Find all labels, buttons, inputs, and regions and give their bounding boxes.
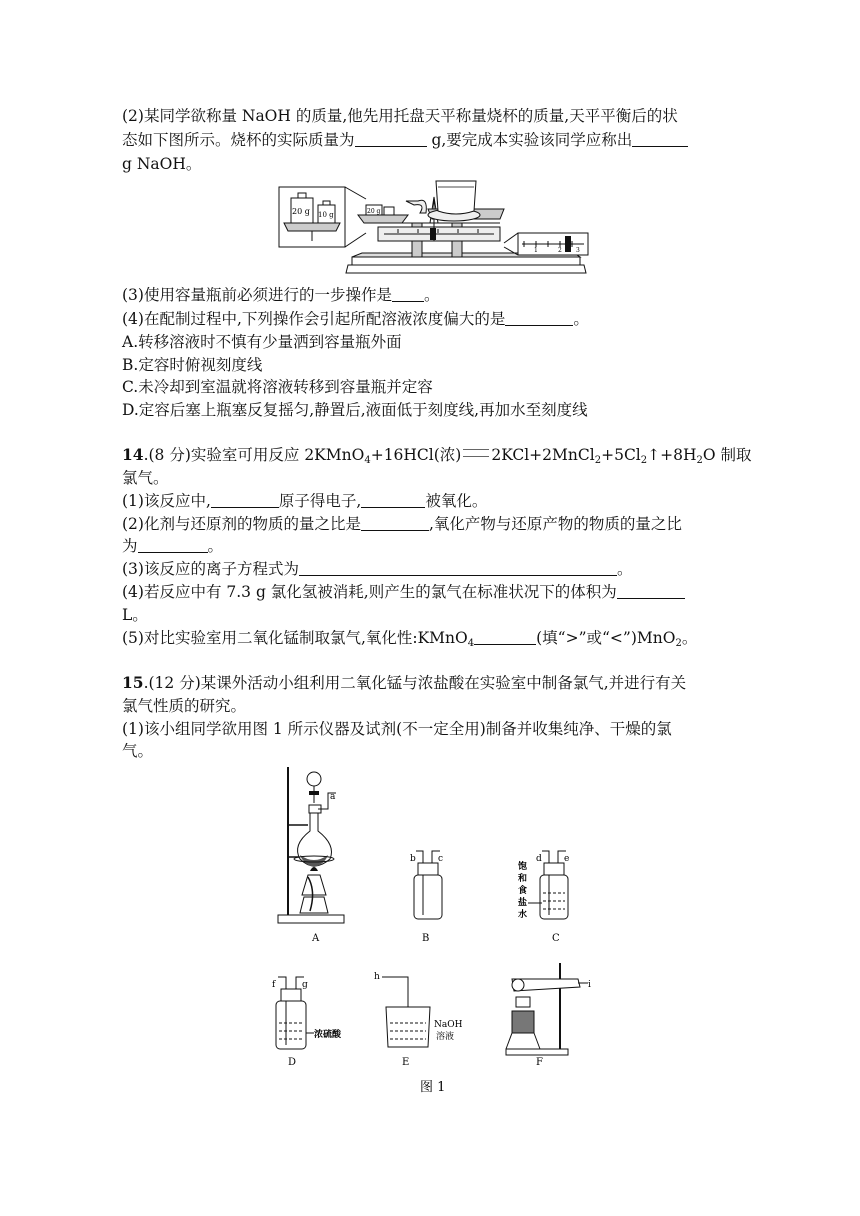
q14-part1-blank1[interactable] — [211, 492, 279, 508]
svg-text:20 g: 20 g — [367, 208, 381, 215]
q13-part2-line3: g NaOH。 — [122, 155, 202, 173]
svg-text:和: 和 — [518, 874, 528, 884]
svg-text:b: b — [410, 854, 416, 864]
svg-text:c: c — [438, 854, 444, 864]
svg-text:E: E — [402, 1057, 410, 1068]
svg-text:NaOH: NaOH — [434, 1020, 463, 1030]
svg-text:1: 1 — [534, 247, 538, 254]
apparatus-e — [374, 972, 463, 1068]
svg-text:C: C — [552, 933, 560, 944]
q14-heading-line2: 氯气。 — [122, 469, 169, 487]
balance-figure — [278, 175, 590, 281]
svg-text:饱: 饱 — [518, 862, 528, 872]
svg-text:盐: 盐 — [518, 898, 528, 908]
q14-part3: (3)该反应的离子方程式为 。 — [122, 560, 633, 578]
apparatus-d — [272, 977, 342, 1068]
q14-part1-blank2[interactable] — [361, 492, 425, 508]
svg-text:d: d — [536, 854, 542, 864]
svg-text:a: a — [330, 792, 336, 802]
q14-heading: 14.(8 分)实验室可用反应 2KMnO$_4$+16HCl(浓) $2KCl+2MnCl_2+5Cl_2↑+8H_2O$ 制取 — [122, 445, 752, 466]
rider — [430, 228, 436, 240]
q13-part3: (3)使用容量瓶前必须进行的一步操作是 。 — [122, 286, 440, 304]
q13-option-b: B.定容时俯视刻度线 — [122, 356, 263, 374]
q14-part4: (4)若反应中有 7.3 g 氯化氢被消耗,则产生的氯气在标准状况下的体积为 — [122, 582, 685, 602]
q15-heading: 15.(12 分)某课外活动小组利用二氧化锰与浓盐酸在实验室中制备氯气,并进行有关 — [122, 673, 687, 692]
q15-part1: (1)该小组同学欲用图 1 所示仪器及试剂(不一定全用)制备并收集纯净、干燥的氯 — [122, 720, 672, 738]
apparatus-b — [410, 851, 443, 944]
weight-10g-label: 10 g — [318, 211, 334, 219]
q14-part4-line2: L。 — [122, 606, 148, 624]
q13-option-c: C.未冷却到室温就将溶液转移到容量瓶并定容 — [122, 378, 433, 396]
q13-option-d: D.定容后塞上瓶塞反复摇匀,静置后,液面低于刻度线,再加水至刻度线 — [122, 401, 588, 419]
q13-part4-blank[interactable] — [505, 310, 573, 326]
svg-text:溶液: 溶液 — [436, 1032, 455, 1042]
beaker — [436, 181, 476, 214]
svg-text:h: h — [374, 972, 380, 982]
q14-part2: (2)化剂与还原剂的物质的量之比是 ,氧化产物与还原产物的物质的量之比 — [122, 515, 682, 533]
svg-text:浓硫酸: 浓硫酸 — [314, 1030, 342, 1040]
q15-heading-line2: 氯气性质的研究。 — [122, 697, 247, 715]
svg-text:B: B — [422, 933, 430, 944]
svg-text:D: D — [288, 1057, 297, 1068]
q13-part2-line1: (2)某同学欲称量 NaOH 的质量,他先用托盘天平称量烧杯的质量,天平平衡后的状 — [122, 107, 678, 125]
svg-text:F: F — [536, 1057, 543, 1068]
naoh-mass-blank[interactable] — [632, 131, 688, 147]
q14-part2-blank1[interactable] — [361, 515, 429, 531]
q13-part3-blank[interactable] — [392, 286, 424, 302]
equals-sign — [463, 449, 489, 457]
q14-part3-blank[interactable] — [299, 560, 617, 576]
svg-text:i: i — [588, 980, 591, 990]
q14-part1: (1)该反应中, 原子得电子, 被氧化。 — [122, 492, 488, 510]
svg-text:3: 3 — [576, 247, 580, 254]
q14-part5-blank[interactable] — [474, 629, 536, 645]
svg-text:A: A — [312, 933, 320, 944]
svg-text:2: 2 — [558, 247, 562, 254]
q14-part2-line2: 为 。 — [122, 537, 224, 555]
svg-text:食: 食 — [518, 886, 528, 896]
apparatus-f — [506, 963, 591, 1068]
weight-20g-label: 20 g — [292, 207, 310, 216]
q13-option-a: A.转移溶液时不慎有少量洒到容量瓶外面 — [122, 333, 402, 351]
q14-part2-blank2[interactable] — [138, 537, 208, 553]
beaker-mass-blank[interactable] — [355, 131, 427, 147]
q14-part5: (5)对比实验室用二氧化锰制取氯气,氧化性:KMnO$_4$ (填“>”或“<”)MnO$_2$。 — [122, 629, 698, 649]
q13-part4: (4)在配制过程中,下列操作会引起所配溶液浓度偏大的是 。 — [122, 310, 589, 328]
svg-text:e: e — [564, 854, 570, 864]
scale-rider — [565, 236, 571, 252]
q14-part4-blank[interactable] — [617, 583, 685, 599]
svg-text:g: g — [302, 980, 308, 990]
apparatus-c — [518, 851, 569, 944]
q13-part2-line2: 态如下图所示。烧杯的实际质量为 g,要完成本实验该同学应称出 — [122, 130, 688, 150]
svg-text:f: f — [272, 980, 276, 990]
q15-part1-line2: 气。 — [122, 742, 154, 760]
svg-text:水: 水 — [518, 910, 528, 920]
apparatus-figure — [260, 765, 600, 1100]
figure-caption: 图 1 — [420, 1080, 446, 1095]
apparatus-a — [278, 767, 344, 944]
